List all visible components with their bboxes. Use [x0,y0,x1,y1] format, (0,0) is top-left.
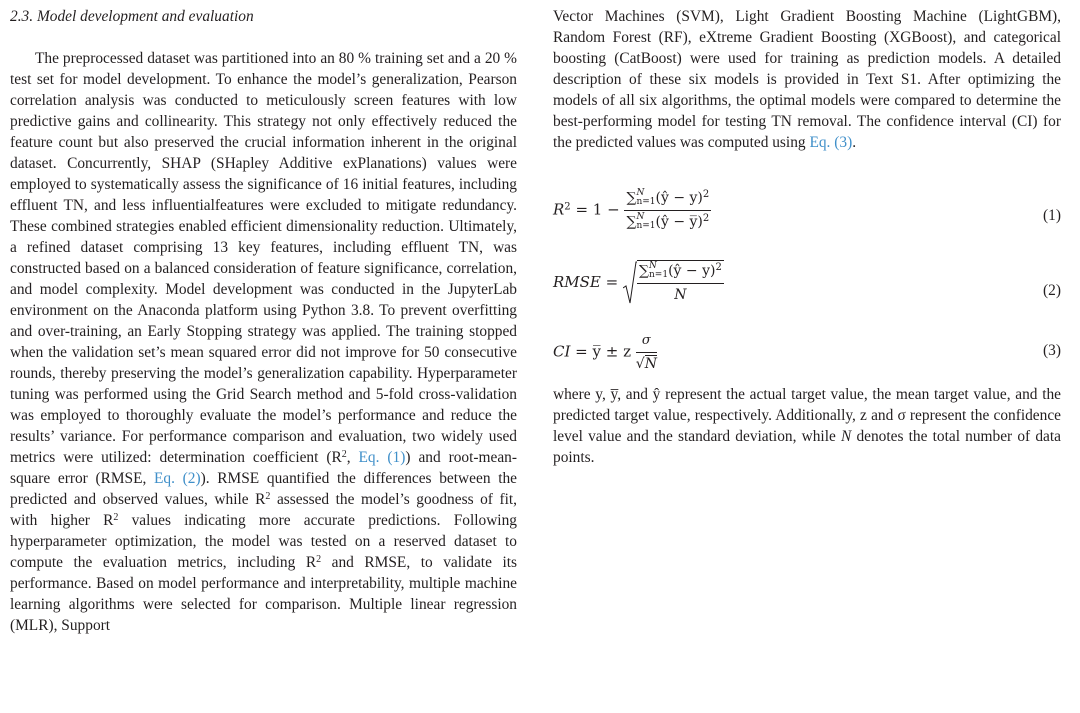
eq2-denominator: N [674,287,687,303]
text-run: . [852,134,857,151]
eq1-limits [636,213,655,231]
eq3-numerator: σ [636,330,657,353]
eq1-sum-symbol: ∑ [626,214,637,230]
eq2-link[interactable]: Eq. (2) [154,470,201,487]
paragraph-model-development [10,48,517,636]
equation-3 [553,330,1061,375]
eq1-lower-limit: n=1 [636,197,656,207]
eq2-square: 2 [715,262,722,273]
text-run: The preprocessed dataset was partitioned into an 80 % training set and a 20 % test set for model development. To enhance the model’s generalization, Pearson correlation analysis was conducted to meticulously screen features with low predictive gains and collinearity. This strategy not only effectively reduced the feature count but also preserved the crucial information inherent in the original dataset. Concurrently, SHAP (SHapley Additive exPlanations) values were employed to systematically assess the significance of 16 initial features, including effluent TN, and less influentialfeatures were excluded to mitigate redundancy. These combined strategies enabled efficient dimensionality reduction. Ultimately, a refined dataset comprising 13 key features, including effluent TN, was constructed based on a balanced consideration of feature significance, correlation, and model complexity. Model development was conducted in the JupyterLab environment on the Anaconda platform using Python 3.8. To prevent overfitting and over-training, an Early Stopping strategy was applied. The training stopped when the validation set’s mean squared error did not improve for 50 consecutive rounds, thereby preserving the model’s generalization capability. Hyperparameter tuning was performed using the Grid Search method and 5-fold cross-validation was employed to thoroughly evaluate the model’s performance and reduce the results’ variance. For performance comparison and evaluation, two widely used metrics were utilized: determination coefficient (R [10,50,517,466]
eq3-lhs: CI [553,342,571,361]
eq1-sum-symbol: ∑ [626,190,637,206]
text-run-italic: N [841,428,852,445]
superscript: 2 [316,554,322,565]
paragraph-models [553,6,1061,153]
eq2-upper-limit: N [649,261,657,271]
eq1-link[interactable]: Eq. (1) [358,449,406,466]
eq2-limits [649,262,668,280]
superscript: 2 [341,449,347,460]
right-column [553,6,1061,713]
text-run: ). RMSE quantified the differences between the predicted and observed values, while R [10,470,518,508]
eq3-den-n: N [644,356,657,372]
eq1-upper-limit: N [636,212,645,222]
eq2-fraction [637,260,724,306]
equation-1 [553,188,1061,233]
eq3-root-symbol: √ [635,356,645,372]
eq2-square-root [623,260,724,306]
eq2-num-term: (ŷ − y) [668,263,716,279]
eq3-rhs: = y̅ ± z [570,342,631,361]
section-title: Model development and evaluation [36,8,254,25]
eq2-equals: = [600,273,623,291]
eq1-denominator [624,211,711,233]
eq2-numerator [637,261,724,284]
text-run: denotes the total number of data points. [553,428,1061,466]
eq1-numerator [624,188,711,211]
superscript: 2 [265,491,271,502]
superscript: 2 [113,512,119,523]
equation-number-2: (2) [1043,282,1061,299]
text-run: where y, y̅, and ŷ represent the actual target value, the mean target value, and the predicted target value, respectively. Additionally, z and σ represent the confidence level value and the standard deviation, while [553,386,1061,445]
equation-2 [553,260,1061,306]
eq1-num-term: (ŷ − y) [655,190,703,206]
eq1-den-square: 2 [702,213,710,224]
eq1-lower-limit: n=1 [636,221,656,231]
eq3-fraction [636,330,657,375]
eq1-den-term: (ŷ − y̅) [655,214,703,230]
equation-number-1: (1) [1043,207,1061,224]
eq1-num-square: 2 [702,189,710,200]
eq1-lhs: R [553,200,565,219]
section-heading [10,6,517,27]
text-run: values indicating more accurate predictions. Following hyperparameter optimization, the model was tested on a reserved dataset to compute the evaluation metrics, including R [10,512,517,571]
left-column [10,6,517,636]
eq1-equals: = 1 − [570,200,625,219]
text-run: assessed the model’s goodness of fit, with higher R [10,491,518,529]
eq2-lower-limit: n=1 [649,270,669,280]
text-run: and RMSE, to validate its performance. Based on model performance and interpretability, multiple machine learning algorithms were selected for comparison. Multiple linear regression (MLR), Support [10,554,517,634]
eq1-lhs-sup: 2 [564,201,571,213]
eq3-denominator [636,353,657,375]
section-number: 2.3. [10,8,34,25]
eq2-sum-symbol: ∑ [639,263,649,279]
eq1-upper-limit: N [636,188,645,198]
eq2-lhs: RMSE [553,273,601,291]
paragraph-variable-definitions [553,384,1061,468]
text-run: ) and root-mean-square error (RMSE, [10,449,517,487]
radical-sign-icon [623,261,637,305]
equation-number-3: (3) [1043,342,1061,359]
eq3-link[interactable]: Eq. (3) [809,134,853,151]
eq1-limits [636,189,655,207]
eq1-fraction [624,188,711,233]
text-run: , [346,449,359,466]
text-run: Vector Machines (SVM), Light Gradient Boosting Machine (LightGBM), Random Forest (RF), eXtreme Gradient Boosting (XGBoost), and categorical boosting (CatBoost) were used for training as prediction models. A detailed description of these six models is provided in Text S1. After optimizing the models of all six algorithms, the optimal models were compared to determine the best-performing model for testing TN removal. The confidence interval (CI) for the predicted values was computed using [553,8,1061,151]
